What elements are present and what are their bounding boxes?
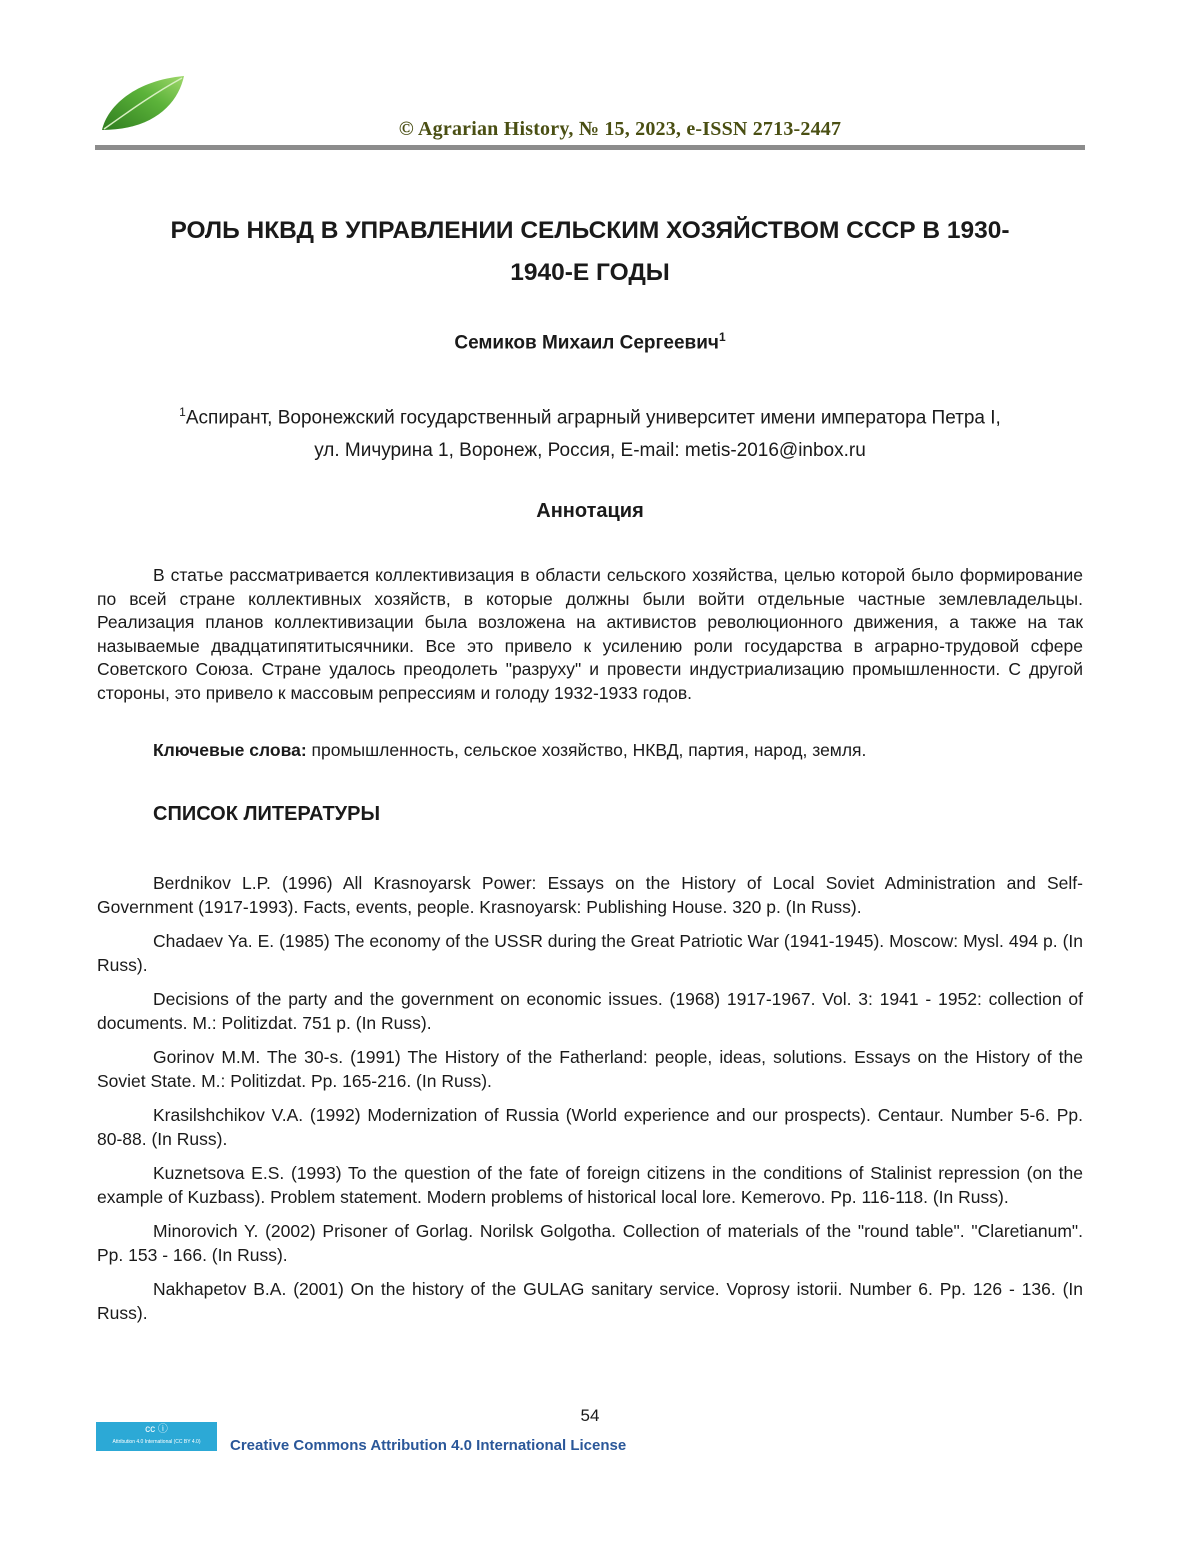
license-link[interactable]: Creative Commons Attribution 4.0 International License bbox=[230, 1437, 627, 1454]
page-number: 54 bbox=[580, 1406, 600, 1425]
reference-item: Minorovich Y. (2002) Prisoner of Gorlag. Norilsk Golgotha. Collection of materials of the "round table". "Claretianum". Pp. 153 - 166. (In Russ). bbox=[97, 1221, 1083, 1265]
author-superscript: 1 bbox=[718, 330, 726, 344]
cc-badge-text: Attribution 4.0 International (CC BY 4.0) bbox=[112, 1439, 201, 1445]
reference-item: Kuznetsova E.S. (1993) To the question of the fate of foreign citizens in the conditions of Stalinist repression (on the example of Kuzbass). Problem statement. Modern problems of historical local lore. Kemerovo. Pp. 116-118. (In Russ). bbox=[97, 1163, 1083, 1207]
references-heading: СПИСОК ЛИТЕРАТУРЫ bbox=[153, 803, 381, 825]
references-list bbox=[97, 872, 1083, 1336]
journal-line: © Agrarian History, № 15, 2023, e-ISSN 2713-2447 bbox=[398, 118, 842, 140]
reference-item: Nakhapetov B.A. (2001) On the history of the GULAG sanitary service. Voprosy istorii. Number 6. Pp. 126 - 136. (In Russ). bbox=[97, 1279, 1083, 1323]
cc-license-badge[interactable] bbox=[96, 1422, 217, 1451]
affiliation-line-1 bbox=[100, 396, 1080, 434]
page-header bbox=[0, 0, 1200, 160]
reference-item: Krasilshchikov V.A. (1992) Modernization of Russia (World experience and our prospects). Centaur. Number 5-6. Pp. 80-88. (In Russ). bbox=[97, 1105, 1083, 1149]
article-title bbox=[100, 210, 1080, 294]
affiliation bbox=[100, 396, 1080, 467]
keywords-text: промышленность, сельское хозяйство, НКВД, партия, народ, земля. bbox=[306, 740, 867, 760]
title-line-2: 1940-Е ГОДЫ bbox=[510, 259, 670, 286]
title-line-1: РОЛЬ НКВД В УПРАВЛЕНИИ СЕЛЬСКИМ ХОЗЯЙСТВОМ СССР В 1930- bbox=[170, 217, 1010, 244]
reference-item: Berdnikov L.P. (1996) All Krasnoyarsk Power: Essays on the History of Local Soviet Administration and Self-Government (1917-1993). Facts, events, people. Krasnoyarsk: Publishing House. 320 p. (In Russ). bbox=[97, 873, 1083, 917]
affiliation-text-1: Аспирант, Воронежский государственный аграрный университет имени императора Петра I, bbox=[185, 407, 1001, 429]
reference-item: Decisions of the party and the government on economic issues. (1968) 1917-1967. Vol. 3: 1941 - 1952: collection of documents. M.: Politizdat. 751 p. (In Russ). bbox=[97, 989, 1083, 1033]
author-name bbox=[100, 330, 1080, 354]
affiliation-superscript: 1 bbox=[179, 405, 186, 419]
cc-by-icon: cc ⓘ bbox=[145, 1424, 168, 1435]
abstract-text: В статье рассматривается коллективизация в области сельского хозяйства, целью которой было формирование по всей стране коллективных хозяйств, в которые должны были войти отдельные частные землевладельцы. Реализация планов коллективизации была возложена на активистов революционного движения, а также на так называемые двадцатипятитысячники. Все это привело к усилению роли государства в аграрно-трудовой сфере Советского Союза. Стране удалось преодолеть "разруху" и провести индустриализацию промышленности. С другой стороны, это привело к массовым репрессиям и голоду 1932-1933 годов. bbox=[97, 565, 1083, 703]
keywords-label: Ключевые слова: bbox=[153, 740, 307, 760]
author-text: Семиков Михаил Сергеевич bbox=[454, 332, 719, 354]
header-divider bbox=[95, 145, 1085, 150]
reference-item: Chadaev Ya. E. (1985) The economy of the USSR during the Great Patriotic War (1941-1945). Moscow: Mysl. 494 p. (In Russ). bbox=[97, 931, 1083, 975]
leaf-icon bbox=[98, 74, 186, 134]
affiliation-line-2: ул. Мичурина 1, Воронеж, Россия, E-mail: metis-2016@inbox.ru bbox=[314, 440, 866, 462]
reference-item: Gorinov M.M. The 30-s. (1991) The History of the Fatherland: people, ideas, solutions. Essays on the History of the Soviet State. M.: Politizdat. Pp. 165-216. (In Russ). bbox=[97, 1047, 1083, 1091]
abstract-heading: Аннотация bbox=[536, 500, 644, 522]
keywords bbox=[97, 739, 1083, 763]
